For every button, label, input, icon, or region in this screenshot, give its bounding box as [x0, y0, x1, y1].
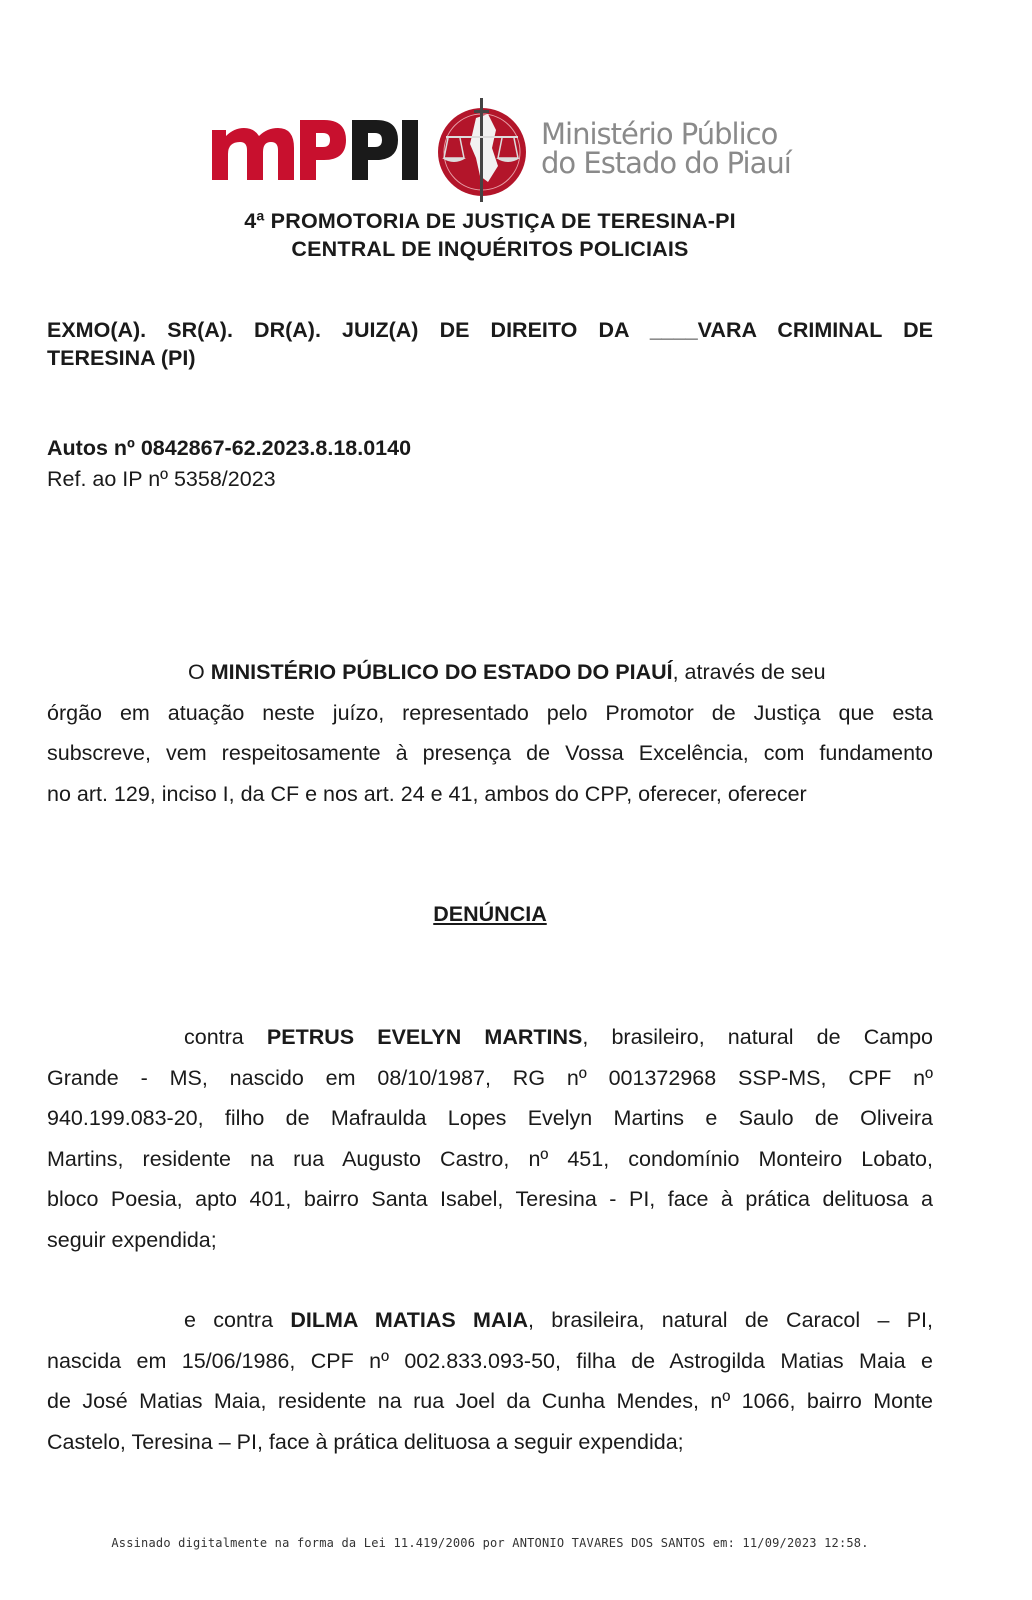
paragraph-line: Castelo, Teresina – PI, face à prática delituosa a seguir expendida; — [47, 1429, 684, 1454]
text-run: e contra — [184, 1308, 274, 1332]
text-run: , brasileiro, natural de Campo — [582, 1025, 934, 1049]
case-number: Autos nº 0842867-62.2023.8.18.0140 — [47, 436, 412, 460]
text-run: O — [188, 660, 205, 684]
central-heading: CENTRAL DE INQUÉRITOS POLICIAIS — [291, 237, 689, 261]
promotoria-heading: 4ª PROMOTORIA DE JUSTIÇA DE TERESINA-PI — [244, 209, 736, 233]
addressee-line2: TERESINA (PI) — [47, 346, 196, 370]
paragraph-line: Grande - MS, nascido em 08/10/1987, RG nº 001372968 SSP-MS, CPF nº — [47, 1065, 933, 1090]
org-name-line2: do Estado do Piauí — [541, 146, 791, 180]
paragraph-line: órgão em atuação neste juízo, representado pelo Promotor de Justiça que esta — [47, 700, 933, 725]
ip-reference: Ref. ao IP nº 5358/2023 — [47, 467, 276, 491]
paragraph-line — [47, 1300, 933, 1341]
defendant2-paragraph — [47, 1300, 933, 1462]
digital-signature-footer: Assinado digitalmente na forma da Lei 11.419/2006 por ANTONIO TAVARES DOS SANTOS em: 11/09/2023 12:58. — [111, 1536, 869, 1550]
paragraph-line: seguir expendida; — [47, 1227, 217, 1252]
defendant1-name: PETRUS EVELYN MARTINS — [266, 1025, 583, 1049]
addressee-line1-text: EXMO(A). SR(A). DR(A). JUIZ(A) DE DIREITO DA ____VARA CRIMINAL DE — [47, 318, 933, 342]
org-name-line1: Ministério Público — [541, 117, 778, 151]
text-run: contra — [184, 1025, 244, 1049]
text-run: , através de seu — [672, 660, 826, 684]
paragraph-line: no art. 129, inciso I, da CF e nos art. 24 e 41, ambos do CPP, oferecer, oferecer — [47, 781, 807, 806]
intro-paragraph — [47, 652, 933, 814]
paragraph-line: Martins, residente na rua Augusto Castro, nº 451, condomínio Monteiro Lobato, — [47, 1146, 933, 1171]
defendant2-name: DILMA MATIAS MAIA — [290, 1308, 528, 1332]
org-name — [541, 117, 791, 180]
text-run — [188, 652, 826, 693]
paragraph-line: subscreve, vem respeitosamente à presença de Vossa Excelência, com fundamento — [47, 741, 933, 765]
paragraph-line — [47, 652, 933, 693]
paragraph-line: bloco Poesia, apto 401, bairro Santa Isabel, Teresina - PI, face à prática delituosa a — [47, 1187, 933, 1211]
text-run: , brasileira, natural de Caracol – PI, — [527, 1308, 933, 1332]
defendant1-paragraph — [47, 1017, 933, 1260]
paragraph-line: 940.199.083-20, filho de Mafraulda Lopes Evelyn Martins e Saulo de Oliveira — [47, 1106, 933, 1130]
document-title: DENÚNCIA — [433, 902, 547, 926]
justice-seal-icon — [436, 96, 532, 206]
paragraph-line — [47, 1017, 933, 1058]
addressee — [47, 316, 933, 372]
paragraph-line: de José Matias Maia, residente na rua Joel da Cunha Mendes, nº 1066, bairro Monte — [47, 1389, 933, 1413]
paragraph-line: nascida em 15/06/1986, CPF nº 002.833.093-50, filha de Astrogilda Matias Maia e — [47, 1348, 933, 1373]
org-name-bold: MINISTÉRIO PÚBLICO DO ESTADO DO PIAUÍ — [210, 660, 673, 684]
mppi-wordmark-logo — [212, 106, 422, 192]
addressee-line1 — [47, 316, 933, 344]
